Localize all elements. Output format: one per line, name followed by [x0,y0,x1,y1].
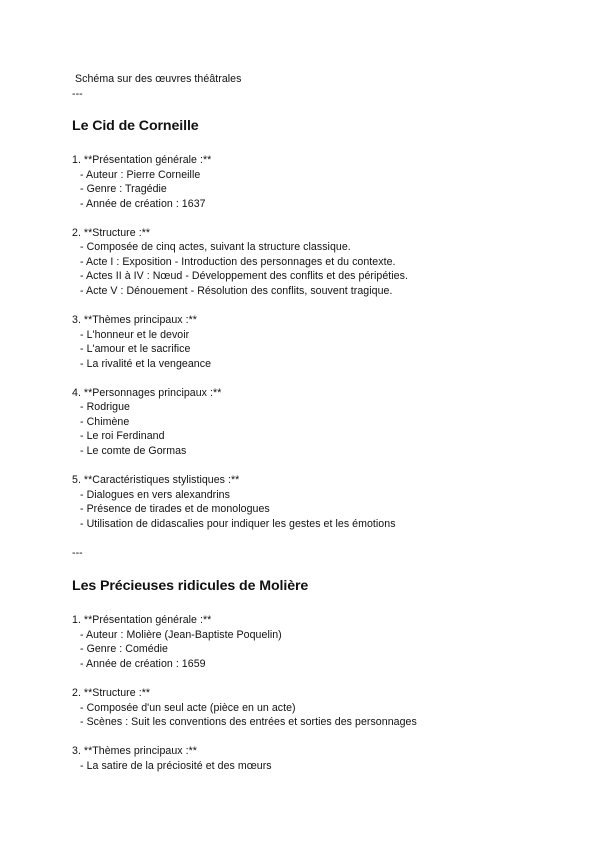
group-label: 3. **Thèmes principaux :** [72,314,197,326]
section-heading-le-cid: Le Cid de Corneille [72,118,199,134]
group-label: 2. **Structure :** [72,687,151,699]
list-item: - Composée de cinq actes, suivant la structure classique. [80,241,351,253]
list-item: - Le comte de Gormas [80,445,187,457]
list-item: - Année de création : 1637 [80,198,206,210]
group-label: 4. **Personnages principaux :** [72,387,222,399]
group-label: 1. **Présentation générale :** [72,614,212,626]
group-label: 2. **Structure :** [72,227,151,239]
list-item: - Chimène [80,416,130,428]
document-title: Schéma sur des œuvres théâtrales [75,73,242,85]
list-item: - Auteur : Pierre Corneille [80,169,201,181]
list-item: - La rivalité et la vengeance [80,358,212,370]
list-item: - Genre : Comédie [80,643,168,655]
group-label: 1. **Présentation générale :** [72,154,212,166]
list-item: - L'honneur et le devoir [80,329,190,341]
section-heading-les-precieuses: Les Précieuses ridicules de Molière [72,578,309,594]
list-item: - Dialogues en vers alexandrins [80,489,230,501]
list-item: - Le roi Ferdinand [80,430,165,442]
list-item: - Année de création : 1659 [80,658,206,670]
list-item: - Utilisation de didascalies pour indiquer les gestes et les émotions [80,518,396,530]
list-item: - Présence de tirades et de monologues [80,503,270,515]
list-item: - Auteur : Molière (Jean-Baptiste Poquelin) [80,629,282,641]
separator-top: --- [72,88,83,100]
list-item: - Acte V : Dénouement - Résolution des conflits, souvent tragique. [80,285,393,297]
list-item: - Genre : Tragédie [80,183,167,195]
list-item: - Actes II à IV : Nœud - Développement des conflits et des péripéties. [80,270,408,282]
list-item: - Acte I : Exposition - Introduction des personnages et du contexte. [80,256,396,268]
separator-mid: --- [72,547,83,559]
list-item: - Rodrigue [80,401,130,413]
group-label: 5. **Caractéristiques stylistiques :** [72,474,240,486]
list-item: - Composée d'un seul acte (pièce en un acte) [80,702,296,714]
group-label: 3. **Thèmes principaux :** [72,745,197,757]
list-item: - Scènes : Suit les conventions des entrées et sorties des personnages [80,716,417,728]
list-item: - L'amour et le sacrifice [80,343,191,355]
list-item: - La satire de la préciosité et des mœurs [80,760,272,772]
